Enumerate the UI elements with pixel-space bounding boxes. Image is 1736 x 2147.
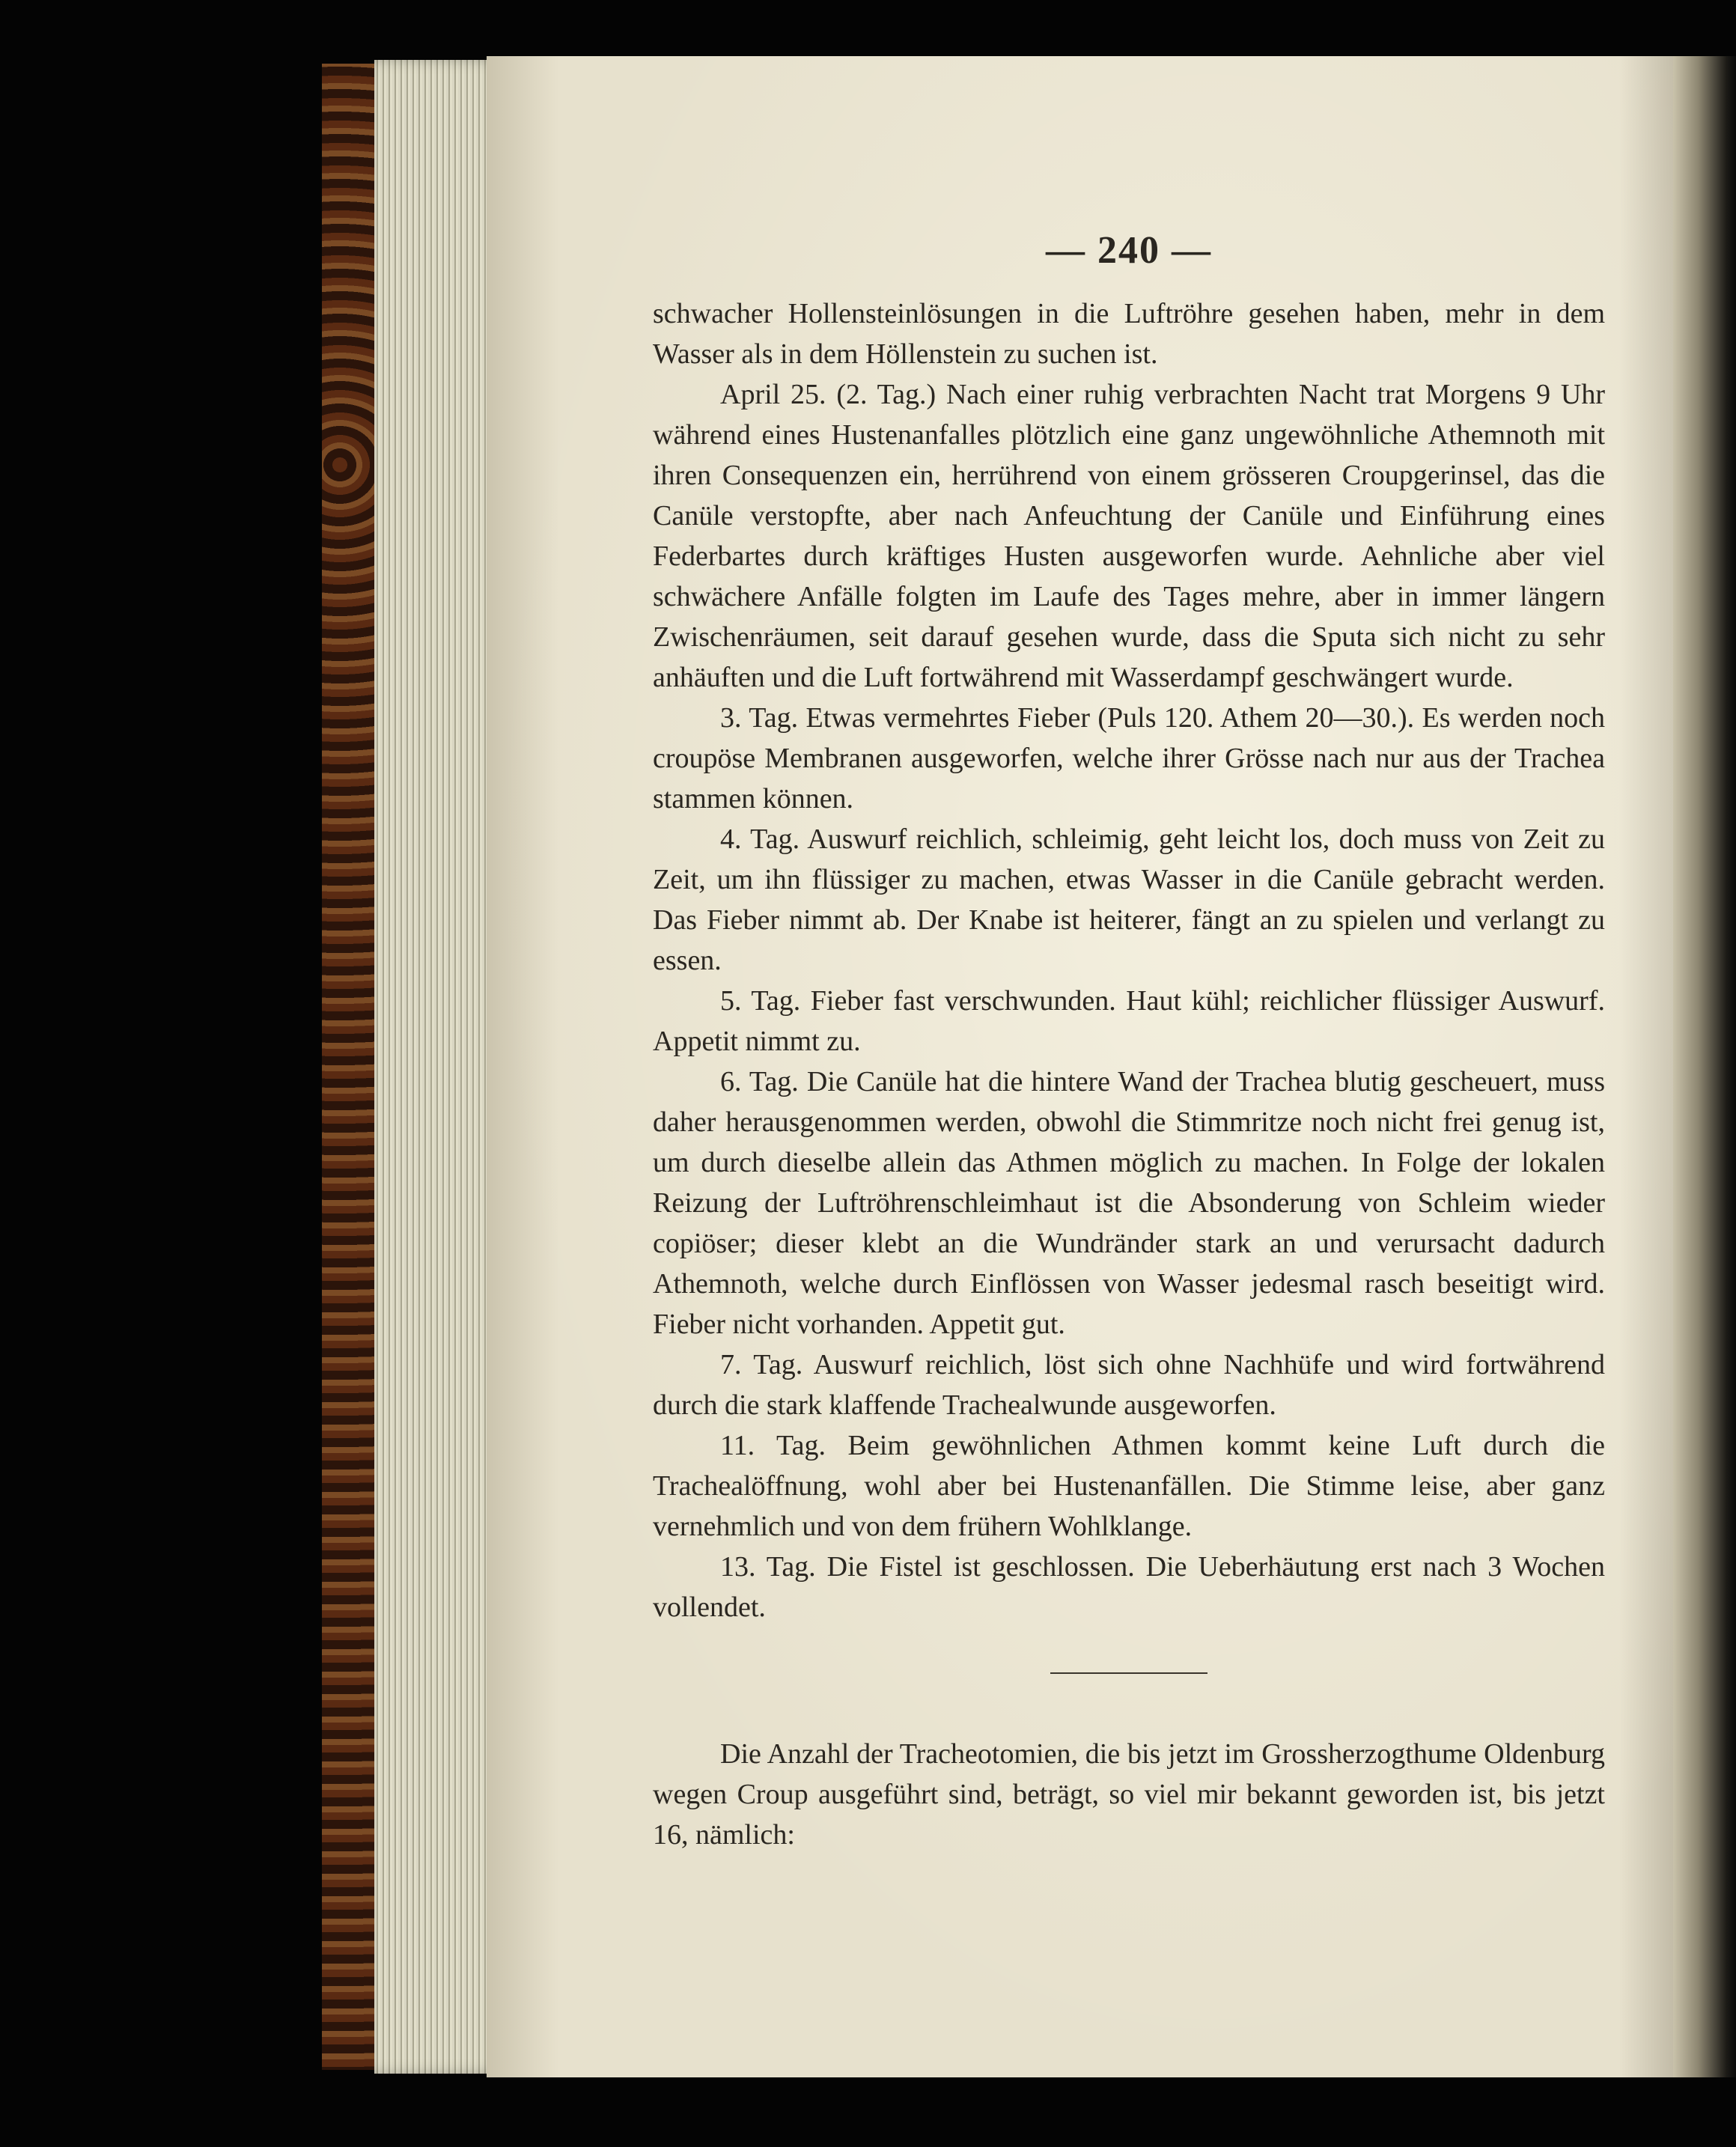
paragraph-day-5: 5. Tag. Fieber fast verschwunden. Haut kühl; reichlicher flüssiger Auswurf. Appetit nimmt zu. (653, 985, 1605, 1057)
section-divider (1050, 1672, 1207, 1674)
paragraph-day-11: 11. Tag. Beim gewöhnlichen Athmen kommt keine Luft durch die Trachealöffnung, wohl aber bei Hustenanfällen. Die Stimme leise, aber ganz vernehmlich und von dem frühern Wohlklange. (653, 1430, 1605, 1542)
paragraph-day-3: 3. Tag. Etwas vermehrtes Fieber (Puls 120. Athem 20—30.). Es werden noch croupöse Membranen ausgeworfen, welche ihrer Grösse nach nur aus der Trachea stammen können. (653, 702, 1605, 814)
page-text (653, 225, 1605, 1855)
paragraph-day-4: 4. Tag. Auswurf reichlich, schleimig, geht leicht los, doch muss von Zeit zu Zeit, um ihn flüssiger zu machen, etwas Wasser in die Canüle gebracht werden. Das Fieber nimmt ab. Der Knabe ist heiterer, fängt an zu spielen und verlangt zu essen. (653, 823, 1605, 976)
paragraph-day-6: 6. Tag. Die Canüle hat die hintere Wand der Trachea blutig gescheuert, muss daher herausgenommen werden, obwohl die Stimmritze noch nicht frei genug ist, um durch dieselbe allein das Athmen möglich zu machen. In Folge der lokalen Reizung der Luftröhrenschleimhaut ist die Absonderung von Schleim wieder copiöser; dieser klebt an die Wundränder stark an und verursacht dadurch Athemnoth, welche durch Einflössen von Wasser jedesmal rasch beseitigt wird. Fieber nicht vorhanden. Appetit gut. (653, 1066, 1605, 1340)
paragraph-continuation: schwacher Hollensteinlösungen in die Luftröhre gesehen haben, mehr in dem Wasser als in dem Höllenstein zu suchen ist. (653, 298, 1605, 370)
paragraph-tracheotomy-count: Die Anzahl der Tracheotomien, die bis jetzt im Grossherzogthume Oldenburg wegen Croup ausgeführt sind, beträgt, so viel mir bekannt geworden ist, bis jetzt 16, nämlich: (653, 1738, 1605, 1851)
page-number: — 240 — (1046, 229, 1212, 272)
paragraph-april-25: April 25. (2. Tag.) Nach einer ruhig verbrachten Nacht trat Morgens 9 Uhr während eines Hustenanfalles plötzlich eine ganz ungewöhnliche Athemnoth mit ihren Consequenzen ein, herrührend von einem grösseren Croupgerinsel, das die Canüle verstopfte, aber nach Anfeuchtung der Canüle und Einführung eines Federbartes durch kräftiges Husten ausgeworfen wurde. Aehnliche aber viel schwächere Anfälle folgten im Laufe des Tages mehre, aber in immer längern Zwischenräumen, seit darauf gesehen wurde, dass die Sputa sich nicht zu sehr anhäuften und die Luft fortwährend mit Wasserdampf geschwängert wurde. (653, 379, 1605, 693)
paragraph-day-7: 7. Tag. Auswurf reichlich, löst sich ohne Nachhüfe und wird fortwährend durch die stark klaffende Trachealwunde ausgeworfen. (653, 1349, 1605, 1421)
paragraph-day-13: 13. Tag. Die Fistel ist geschlossen. Die Ueberhäutung erst nach 3 Wochen vollendet. (653, 1551, 1605, 1623)
book-gutter (1673, 56, 1736, 2077)
